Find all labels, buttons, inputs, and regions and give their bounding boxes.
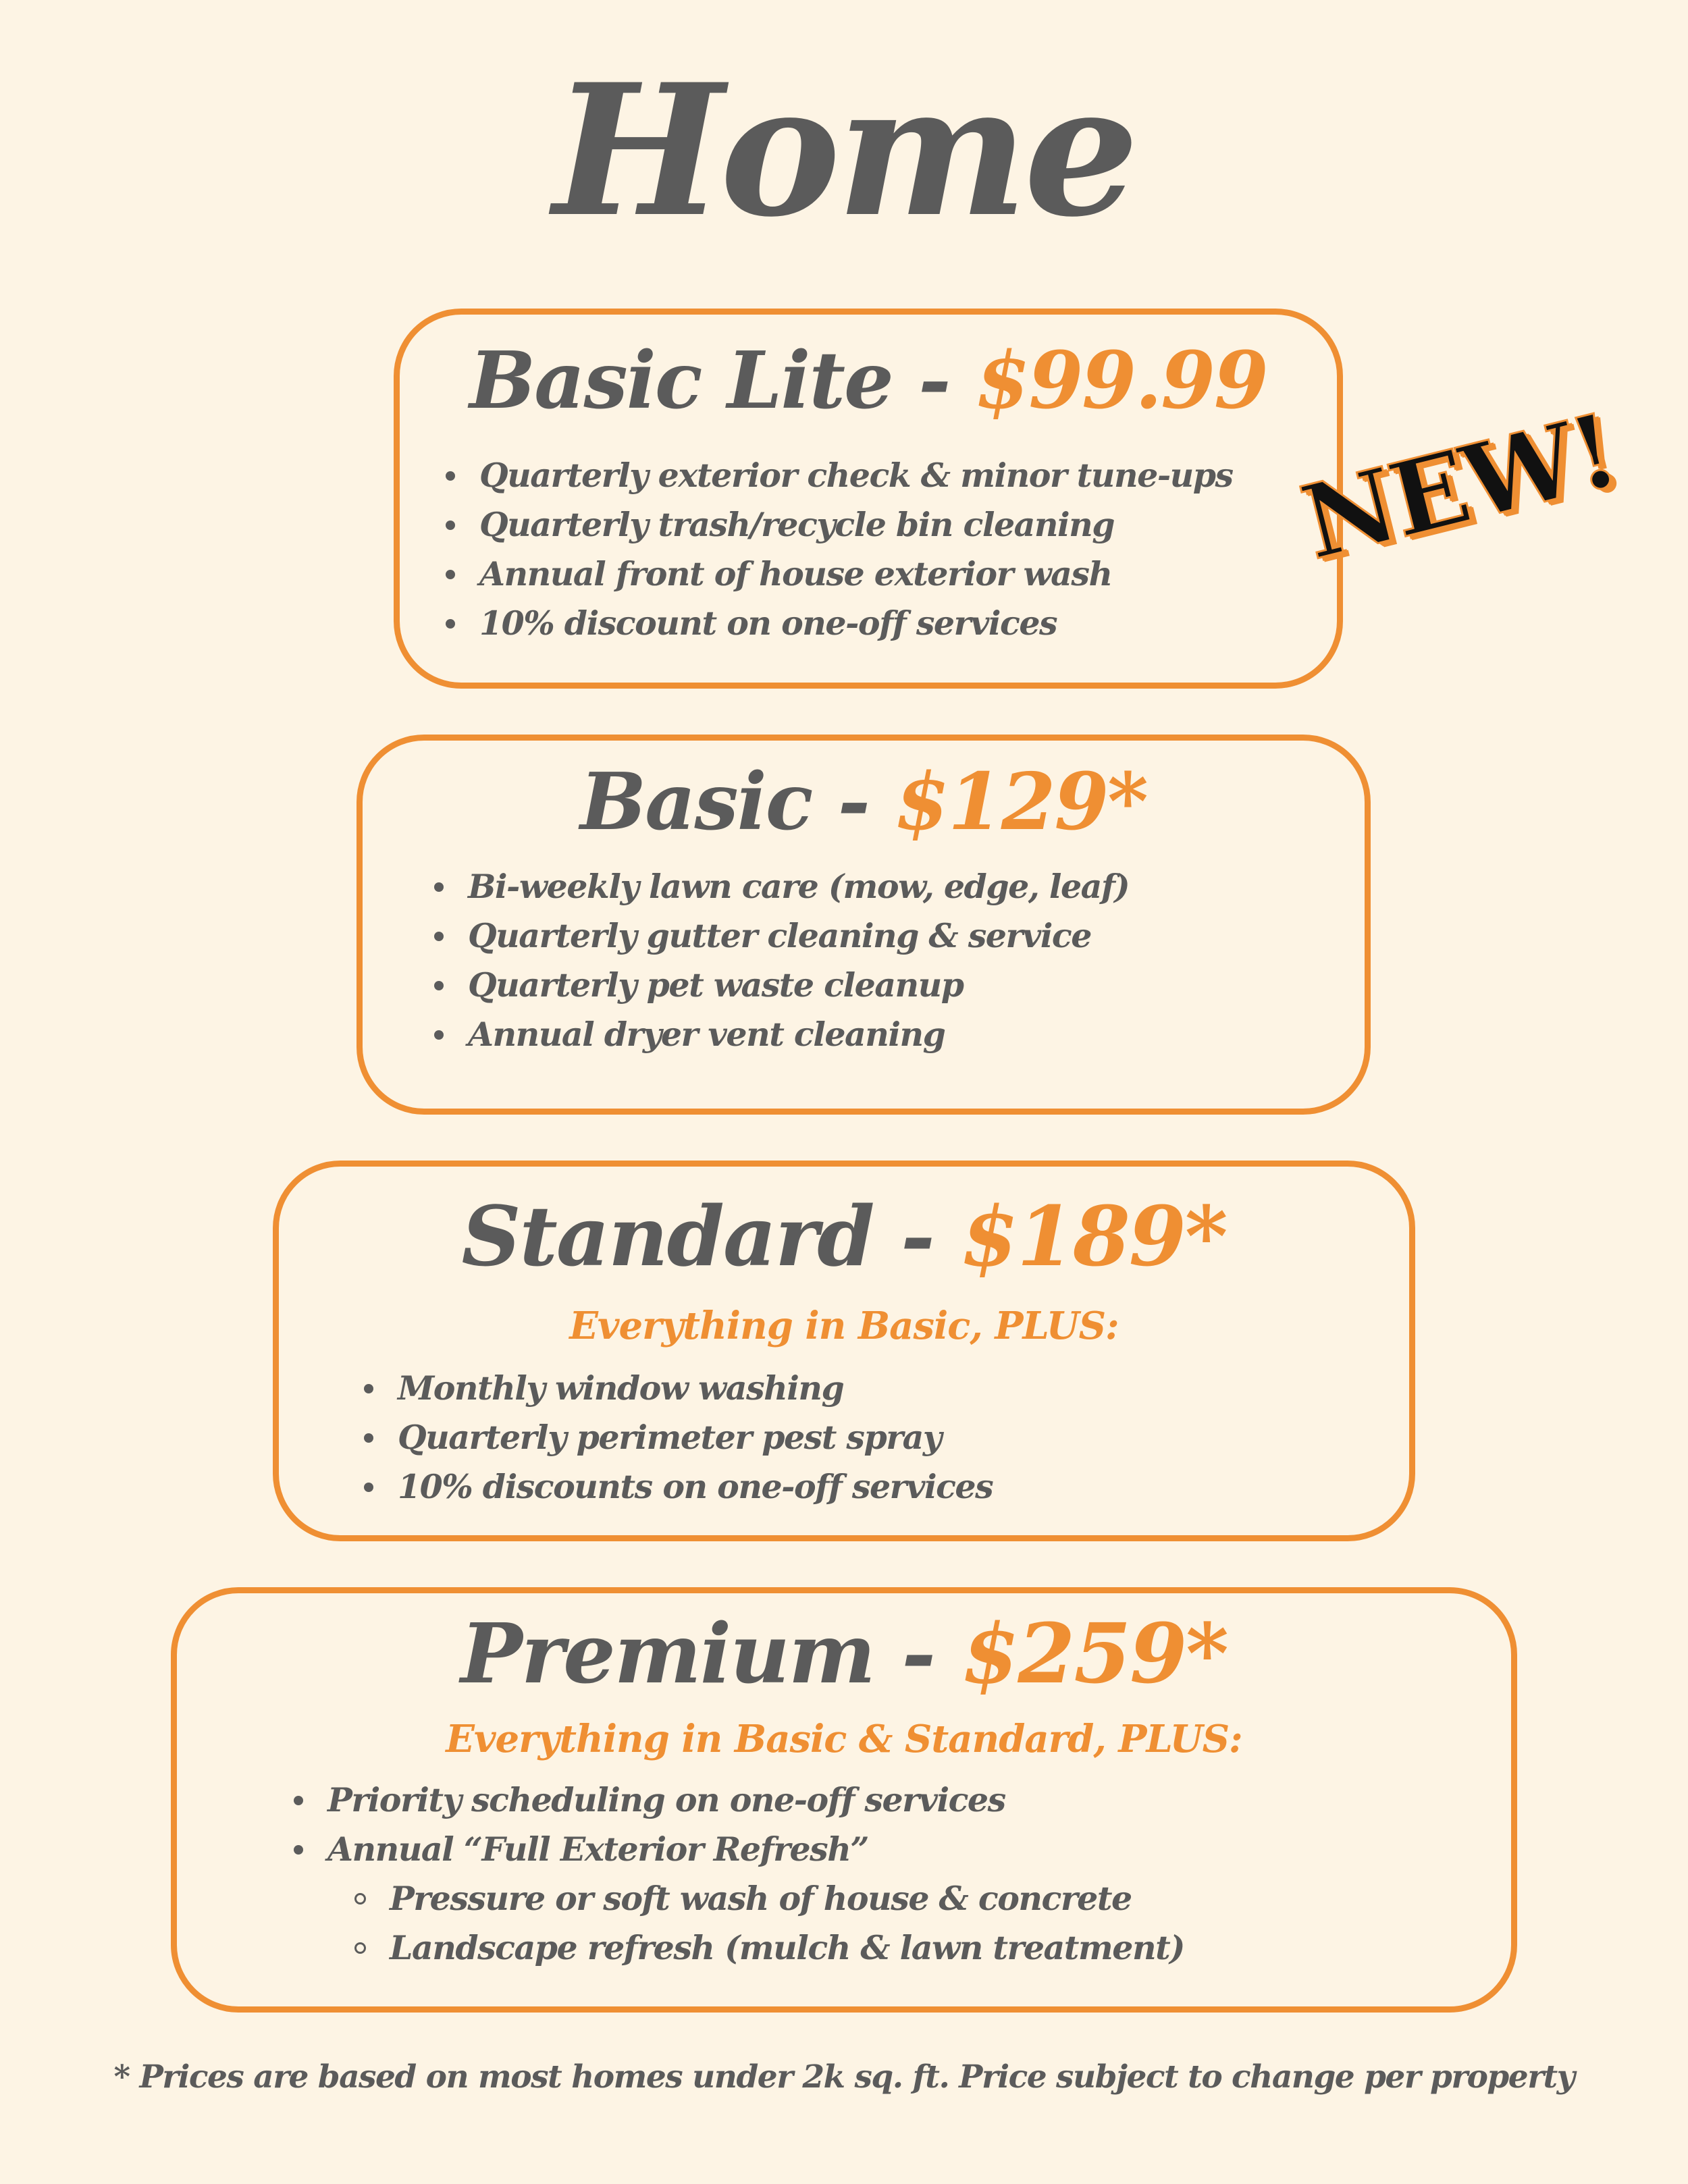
feature-text: Landscape refresh (mulch & lawn treatment)	[390, 1928, 1184, 1967]
feature-text: 10% discounts on one-off services	[398, 1467, 993, 1506]
bullet-icon	[294, 1845, 303, 1855]
feature-text: Bi-weekly lawn care (mow, edge, leaf)	[468, 867, 1130, 906]
list-item	[440, 550, 1233, 599]
feature-text: Quarterly exterior check & minor tune-ups	[479, 456, 1233, 495]
bullet-icon	[434, 1030, 444, 1040]
bullet-icon	[446, 471, 455, 481]
list-item	[359, 1364, 993, 1413]
bullet-icon	[446, 570, 455, 579]
plan-separator: -	[812, 756, 895, 848]
plan-heading	[279, 1188, 1409, 1285]
bullet-icon	[434, 932, 444, 941]
list-item	[440, 451, 1233, 500]
plan-heading	[400, 335, 1337, 427]
list-item	[429, 961, 1129, 1010]
plan-separator: -	[874, 1605, 962, 1702]
feature-text: Annual dryer vent cleaning	[468, 1015, 945, 1054]
feature-list	[429, 862, 1129, 1059]
plan-price: $129*	[895, 756, 1147, 848]
feature-text: Quarterly perimeter pest spray	[398, 1418, 941, 1457]
pricing-footnote: * Prices are based on most homes under 2k sq. ft. Price subject to change per property	[113, 2058, 1575, 2096]
feature-text: 10% discount on one-off services	[479, 604, 1057, 643]
plan-card-basic	[357, 735, 1371, 1115]
feature-text: Quarterly gutter cleaning & service	[468, 916, 1091, 955]
list-item	[288, 1923, 1184, 1973]
feature-text: Annual front of house exterior wash	[479, 554, 1112, 593]
bullet-icon	[364, 1483, 373, 1492]
plan-card-basic-lite	[394, 309, 1343, 689]
feature-text: Quarterly pet waste cleanup	[468, 965, 964, 1005]
feature-text: Annual “Full Exterior Refresh”	[327, 1830, 869, 1869]
list-item	[429, 911, 1129, 961]
bullet-icon	[434, 882, 444, 892]
plan-price: $189*	[961, 1188, 1227, 1285]
feature-text: Quarterly trash/recycle bin cleaning	[479, 505, 1114, 544]
plan-name: Premium	[460, 1605, 874, 1702]
feature-list	[440, 451, 1233, 648]
list-item	[359, 1413, 993, 1462]
list-item	[288, 1825, 1184, 1874]
plan-includes-note: Everything in Basic & Standard, PLUS:	[446, 1717, 1242, 1761]
bullet-icon	[434, 981, 444, 990]
plan-heading	[363, 756, 1365, 848]
list-item	[429, 862, 1129, 911]
feature-text: Priority scheduling on one-off services	[327, 1780, 1005, 1819]
bullet-icon	[294, 1796, 303, 1805]
list-item	[440, 500, 1233, 550]
plan-price: $259*	[961, 1605, 1228, 1702]
feature-list	[359, 1364, 993, 1512]
plan-includes-note: Everything in Basic, PLUS:	[569, 1304, 1119, 1348]
bullet-icon	[446, 521, 455, 530]
bullet-icon	[364, 1433, 373, 1443]
list-item	[288, 1874, 1184, 1923]
plan-card-standard	[273, 1161, 1415, 1541]
hollow-bullet-icon	[354, 1893, 366, 1905]
plan-name: Basic	[580, 756, 812, 848]
bullet-icon	[364, 1384, 373, 1393]
plan-card-premium	[171, 1587, 1517, 2013]
plan-name: Standard	[461, 1188, 874, 1285]
list-item	[429, 1010, 1129, 1059]
plan-separator: -	[892, 335, 976, 427]
feature-text: Monthly window washing	[398, 1368, 844, 1408]
plan-separator: -	[873, 1188, 961, 1285]
plan-heading	[177, 1605, 1511, 1702]
plan-price: $99.99	[975, 335, 1267, 427]
list-item	[440, 599, 1233, 648]
list-item	[359, 1462, 993, 1512]
plan-name: Basic Lite	[469, 335, 893, 427]
new-badge: NEW!	[1290, 390, 1628, 583]
hollow-bullet-icon	[354, 1942, 366, 1954]
list-item	[288, 1776, 1184, 1825]
feature-list	[288, 1776, 1184, 1973]
bullet-icon	[446, 619, 455, 629]
page-title: Home	[552, 45, 1136, 257]
feature-text: Pressure or soft wash of house & concrete	[390, 1879, 1132, 1918]
